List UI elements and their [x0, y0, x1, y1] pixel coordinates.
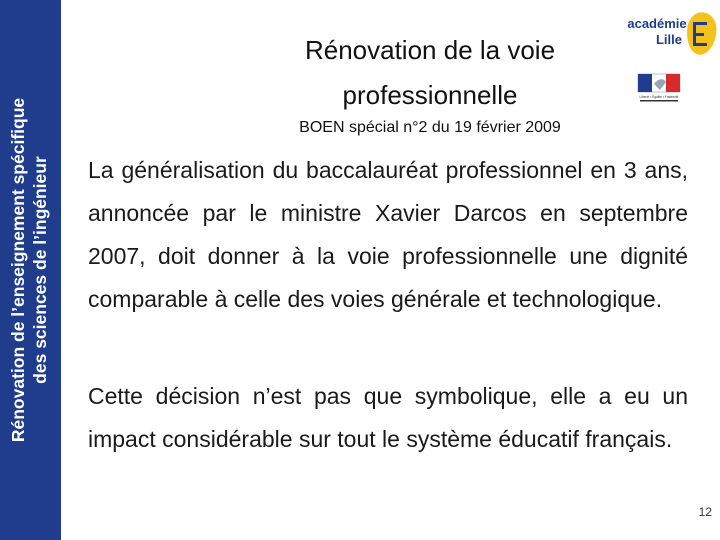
paragraph-2: Cette décision n’est pas que symbolique, elle a eu un impact considérable sur tout le système éducatif français.	[88, 383, 688, 452]
republique-francaise-logo	[636, 72, 682, 104]
svg-text:Liberté • Égalité • Fraternité: Liberté • Égalité • Fraternité	[639, 95, 679, 99]
svg-text:Lille: Lille	[655, 32, 683, 47]
sidebar-band	[0, 0, 61, 540]
slide-title-line1: Rénovation de la voie	[304, 35, 556, 65]
paragraph-1: La généralisation du baccalauréat professionnel en 3 ans, annoncée par le ministre Xavier Darcos en septembre 2007, doit donner à la voie professionnelle une dignité comparable à celle des voies générale et technologique.	[88, 157, 688, 312]
slide-title-line2: professionnelle	[342, 80, 518, 110]
sidebar-vertical-title	[7, 20, 51, 520]
page-number: 12	[698, 505, 712, 519]
academie-lille-logo	[625, 4, 717, 66]
sidebar-title-line1: Rénovation de l’enseignement spécifique	[8, 97, 28, 443]
svg-text:académie: académie	[627, 16, 687, 31]
slide-subtitle: BOEN spécial n°2 du 19 février 2009	[299, 119, 561, 136]
sidebar-title-line2: des sciences de l’ingénieur	[30, 156, 50, 384]
slide-title	[190, 28, 670, 118]
